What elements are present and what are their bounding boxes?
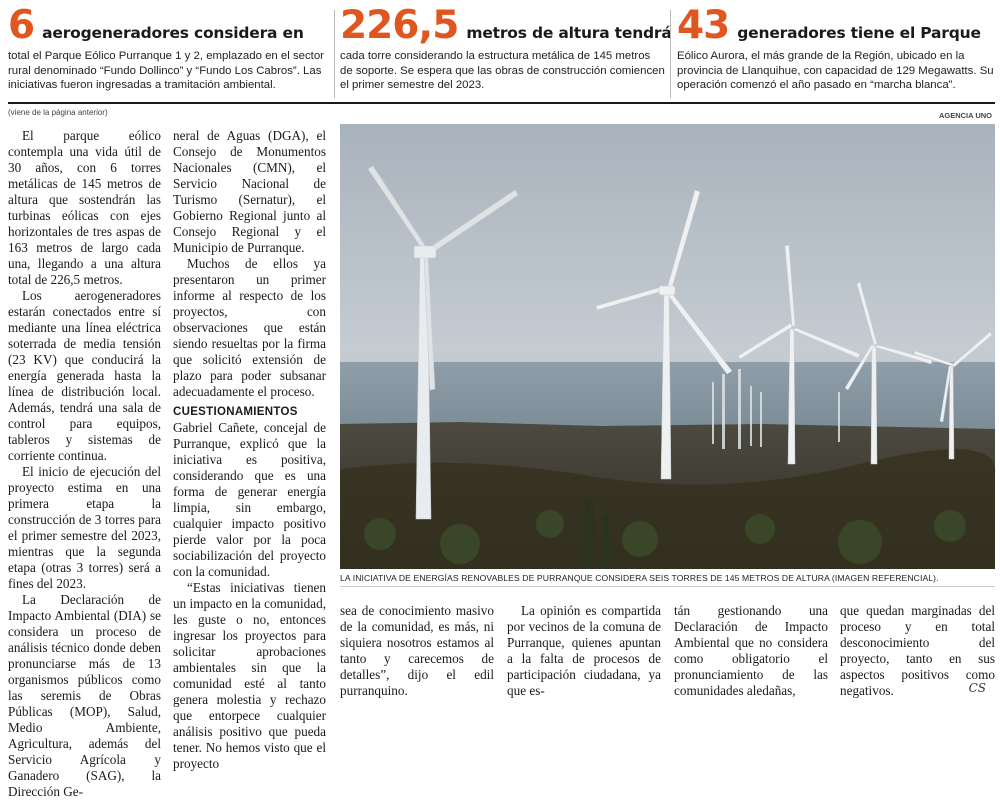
stat-title: aerogeneradores considera en bbox=[42, 24, 304, 42]
stat-box-aerogeneradores bbox=[8, 3, 333, 93]
column-divider bbox=[670, 10, 671, 98]
article-paragraph: Gabriel Cañete, concejal de Purranque, explicó que la iniciativa es positiva, considerando que es una forma de generar energía limpia, sin embargo, cualquier impacto positivo pierde valor por la poca sociabilización del proyecto con la comunidad. bbox=[173, 420, 326, 579]
section-subhead: CUESTIONAMIENTOS bbox=[173, 406, 298, 418]
article-paragraph: que quedan marginadas del proceso y en total desconocimiento del proyecto, tanto en sus aspectos positivos como negativos. bbox=[840, 603, 995, 698]
article-paragraph: “Estas iniciativas tienen un impacto en la comunidad, les guste o no, entonces ingresar los proyectos para solicitar aprobaciones ambientales sin que la comunidad esté al tanto genera molestia y rechazo que entorpece cualquier análisis positivo que pueda tener. No hemos visto que el proyecto bbox=[173, 580, 326, 771]
article-paragraph: neral de Aguas (DGA), el Consejo de Monumentos Nacionales (CMN), el Servicio Nacional de Turismo (Sernatur), el Gobierno Regional junto al Consejo Regional y el Municipio de Purranque. bbox=[173, 128, 326, 255]
stat-number: 226,5 bbox=[340, 3, 459, 48]
wind-farm-photo bbox=[340, 124, 995, 569]
article-paragraph: tán gestionando una Declaración de Impacto Ambiental que no considera como obligatorio el pronunciamiento de las comunidades aledañas, bbox=[674, 603, 828, 698]
photo-caption: LA INICIATIVA DE ENERGÍAS RENOVABLES DE PURRANQUE CONSIDERA SEIS TORRES DE 145 METROS DE ALTURA (IMAGEN REFERENCIAL). bbox=[340, 573, 995, 587]
stat-title: generadores tiene el Parque bbox=[737, 24, 981, 42]
article-column-2 bbox=[173, 128, 326, 771]
stat-box-generadores bbox=[677, 3, 995, 93]
article-paragraph: La Declaración de Impacto Ambiental (DIA) se considera un proceso de análisis técnico donde deben pronunciarse más de 13 organismos públicos como las seremis de Obras Públicas (MOP), Salud, Medio Ambiente, Agricultura, además del Servicio Agrícola y Ganadero (SAG), la Dirección Ge- bbox=[8, 592, 161, 799]
author-signature: CS bbox=[968, 681, 986, 695]
continued-note: (viene de la página anterior) bbox=[8, 108, 108, 117]
top-rule bbox=[8, 102, 995, 104]
article-paragraph: Muchos de ellos ya presentaron un primer informe al respecto de los proyectos, con observaciones que están siendo resueltas por la firma que solicitó extensión de plazo para poder subsanar adecuadamente el proceso. bbox=[173, 256, 326, 399]
article-column-4 bbox=[507, 603, 661, 698]
stat-body: cada torre considerando la estructura metálica de 145 metros de soporte. Se espera que las obras de construcción comiencen el primer semestre del 2023. bbox=[340, 50, 665, 91]
article-paragraph: La opinión es compartida por vecinos de la comuna de Purranque, quienes apuntan a la falta de procesos de participación ciudadana, ya que es- bbox=[507, 603, 661, 698]
photo-credit: AGENCIA UNO bbox=[938, 111, 992, 120]
stat-title: metros de altura tendrá bbox=[466, 24, 672, 42]
article-column-1 bbox=[8, 128, 161, 799]
article-paragraph: El parque eólico contempla una vida útil de 30 años, con 6 torres metálicas de 145 metros de altura que sostendrán las turbinas eólicas con ejes horizontales de tres aspas de 163 metros de largo cada una, llegando a una altura total de 226,5 metros. bbox=[8, 128, 161, 287]
article-paragraph: sea de conocimiento masivo de la comunidad, es más, ni siquiera nosotros estamos al tanto y carecemos de detalles”, dijo el edil purranquino. bbox=[340, 603, 494, 698]
column-divider bbox=[334, 10, 335, 98]
article-paragraph: Los aerogeneradores estarán conectados entre sí mediante una línea eléctrica soterrada de media tensión (23 KV) que conducirá la energía generada hasta la línea de distribución local. Además, tendrá una sala de control para equipos, tableros y sistemas de corriente continua. bbox=[8, 288, 161, 463]
article-paragraph: El inicio de ejecución del proyecto estima en una primera etapa la construcción de 3 torres para el primer semestre del 2023, mientras que la segunda etapa (otras 3 torres) será a fines del 2023. bbox=[8, 464, 161, 591]
article-column-5 bbox=[674, 603, 828, 698]
stat-box-altura bbox=[340, 3, 672, 93]
article-column-3 bbox=[340, 603, 494, 698]
stat-number: 6 bbox=[8, 3, 35, 48]
stat-body: total el Parque Eólico Purranque 1 y 2, emplazado en el sector rural denominado “Fundo Dollinco” y “Fundo Los Cabros”. Las iniciativas fueron ingresadas a tramitación ambiental. bbox=[8, 50, 324, 91]
stat-body: Eólico Aurora, el más grande de la Región, ubicado en la provincia de Llanquihue, con capacidad de 129 Megawatts. Su operación comenzó el año pasado en “marcha blanca”. bbox=[677, 50, 994, 91]
stat-number: 43 bbox=[677, 3, 730, 48]
